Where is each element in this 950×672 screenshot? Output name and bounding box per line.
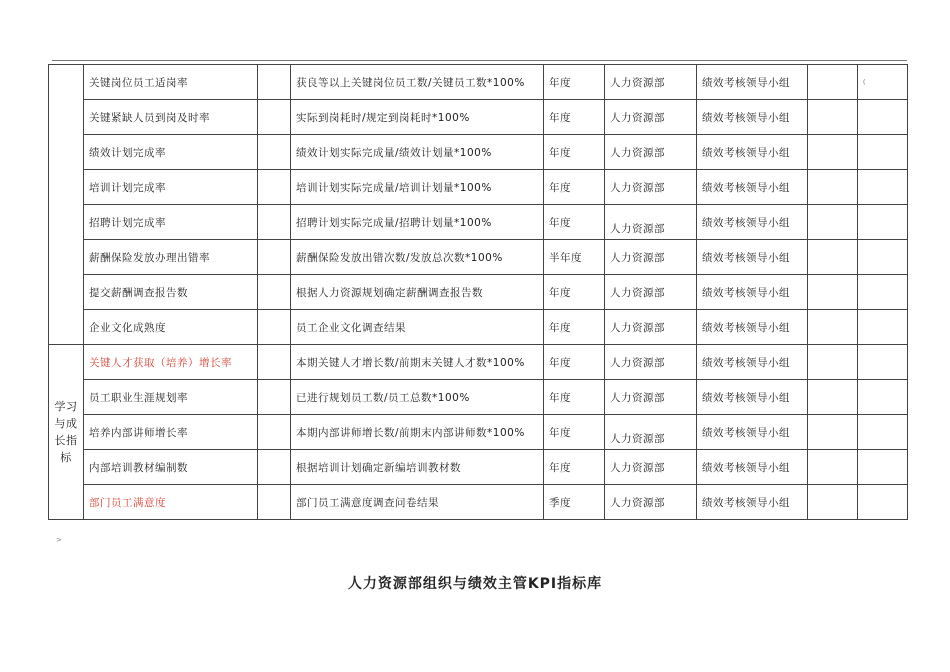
kpi-dept-text: 人力资源部 bbox=[610, 286, 665, 299]
kpi-evaluator: 绩效考核领导小组 bbox=[697, 415, 808, 450]
kpi-dept bbox=[605, 310, 697, 345]
empty-cell bbox=[808, 485, 858, 520]
dept-spacer bbox=[610, 209, 691, 221]
kpi-evaluator: 绩效考核领导小组 bbox=[697, 485, 808, 520]
kpi-formula: 根据人力资源规划确定薪酬调查报告数 bbox=[291, 275, 544, 310]
empty-cell bbox=[258, 450, 291, 485]
kpi-name: 提交薪酬调查报告数 bbox=[84, 275, 258, 310]
kpi-period: 半年度 bbox=[544, 240, 605, 275]
kpi-evaluator: 绩效考核领导小组 bbox=[697, 100, 808, 135]
table-row bbox=[49, 310, 908, 345]
kpi-formula: 已进行规划员工数/员工总数*100% bbox=[291, 380, 544, 415]
empty-cell bbox=[858, 450, 908, 485]
empty-cell bbox=[858, 135, 908, 170]
kpi-dept-text: 人力资源部 bbox=[610, 181, 665, 194]
kpi-dept-text: 人力资源部 bbox=[610, 222, 665, 235]
empty-cell bbox=[808, 450, 858, 485]
table-row bbox=[49, 380, 908, 415]
kpi-formula: 薪酬保险发放出错次数/发放总次数*100% bbox=[291, 240, 544, 275]
empty-cell bbox=[858, 485, 908, 520]
kpi-table bbox=[48, 64, 908, 520]
table-row bbox=[49, 450, 908, 485]
kpi-dept bbox=[605, 345, 697, 380]
kpi-period: 季度 bbox=[544, 485, 605, 520]
empty-cell bbox=[258, 240, 291, 275]
kpi-dept-text: 人力资源部 bbox=[610, 251, 665, 264]
kpi-period: 年度 bbox=[544, 170, 605, 205]
footnote-mark: > bbox=[56, 536, 62, 544]
kpi-formula: 培训计划实际完成量/培训计划量*100% bbox=[291, 170, 544, 205]
dimension-cell: 学习 与成 长指 标 bbox=[49, 345, 84, 520]
kpi-dept bbox=[605, 100, 697, 135]
empty-cell bbox=[258, 205, 291, 240]
kpi-dept-text: 人力资源部 bbox=[610, 496, 665, 509]
kpi-period: 年度 bbox=[544, 65, 605, 100]
kpi-name: 招聘计划完成率 bbox=[84, 205, 258, 240]
kpi-dept-text: 人力资源部 bbox=[610, 146, 665, 159]
kpi-name: 关键岗位员工适岗率 bbox=[84, 65, 258, 100]
kpi-evaluator: 绩效考核领导小组 bbox=[697, 65, 808, 100]
empty-cell bbox=[808, 135, 858, 170]
kpi-dept-text: 人力资源部 bbox=[610, 432, 665, 445]
kpi-formula: 根据培训计划确定新编培训教材数 bbox=[291, 450, 544, 485]
empty-cell bbox=[258, 100, 291, 135]
empty-cell bbox=[808, 205, 858, 240]
table-row bbox=[49, 485, 908, 520]
kpi-evaluator: 绩效考核领导小组 bbox=[697, 450, 808, 485]
empty-cell bbox=[858, 240, 908, 275]
empty-cell bbox=[808, 170, 858, 205]
kpi-period: 年度 bbox=[544, 345, 605, 380]
kpi-period: 年度 bbox=[544, 310, 605, 345]
empty-cell bbox=[808, 380, 858, 415]
kpi-period: 年度 bbox=[544, 100, 605, 135]
kpi-evaluator: 绩效考核领导小组 bbox=[697, 345, 808, 380]
empty-cell bbox=[808, 240, 858, 275]
kpi-dept bbox=[605, 65, 697, 100]
kpi-name: 绩效计划完成率 bbox=[84, 135, 258, 170]
kpi-name: 部门员工满意度 bbox=[84, 485, 258, 520]
table-row bbox=[49, 205, 908, 240]
empty-cell bbox=[258, 310, 291, 345]
kpi-dept bbox=[605, 450, 697, 485]
kpi-dept bbox=[605, 275, 697, 310]
kpi-dept bbox=[605, 135, 697, 170]
empty-cell bbox=[258, 135, 291, 170]
empty-cell bbox=[858, 345, 908, 380]
kpi-evaluator: 绩效考核领导小组 bbox=[697, 240, 808, 275]
empty-cell bbox=[808, 65, 858, 100]
kpi-period: 年度 bbox=[544, 205, 605, 240]
kpi-period: 年度 bbox=[544, 135, 605, 170]
empty-cell bbox=[258, 275, 291, 310]
empty-cell bbox=[858, 170, 908, 205]
kpi-name: 培训计划完成率 bbox=[84, 170, 258, 205]
empty-cell bbox=[808, 100, 858, 135]
kpi-evaluator: 绩效考核领导小组 bbox=[697, 310, 808, 345]
kpi-evaluator: 绩效考核领导小组 bbox=[697, 135, 808, 170]
empty-cell bbox=[808, 345, 858, 380]
empty-cell bbox=[258, 170, 291, 205]
top-rule bbox=[52, 60, 907, 61]
kpi-evaluator: 绩效考核领导小组 bbox=[697, 275, 808, 310]
table-row bbox=[49, 135, 908, 170]
empty-cell bbox=[808, 415, 858, 450]
table-row bbox=[49, 240, 908, 275]
empty-cell bbox=[858, 415, 908, 450]
kpi-dept bbox=[605, 170, 697, 205]
kpi-dept bbox=[605, 205, 697, 240]
empty-cell bbox=[258, 415, 291, 450]
document-title: 人力资源部组织与绩效主管KPI指标库 bbox=[347, 576, 603, 592]
kpi-evaluator: 绩效考核领导小组 bbox=[697, 380, 808, 415]
kpi-formula: 获良等以上关键岗位员工数/关键员工数*100% bbox=[291, 65, 544, 100]
empty-cell bbox=[258, 485, 291, 520]
kpi-name: 企业文化成熟度 bbox=[84, 310, 258, 345]
kpi-period: 年度 bbox=[544, 275, 605, 310]
kpi-name: 关键人才获取（培养）增长率 bbox=[84, 345, 258, 380]
empty-cell bbox=[258, 345, 291, 380]
kpi-name: 内部培训教材编制数 bbox=[84, 450, 258, 485]
kpi-evaluator: 绩效考核领导小组 bbox=[697, 170, 808, 205]
table-row bbox=[49, 415, 908, 450]
kpi-dept bbox=[605, 240, 697, 275]
kpi-formula: 员工企业文化调查结果 bbox=[291, 310, 544, 345]
dimension-cell-blank bbox=[49, 65, 84, 345]
empty-cell bbox=[858, 380, 908, 415]
kpi-dept-text: 人力资源部 bbox=[610, 356, 665, 369]
kpi-dept bbox=[605, 415, 697, 450]
kpi-dept-text: 人力资源部 bbox=[610, 111, 665, 124]
empty-cell bbox=[858, 100, 908, 135]
empty-cell bbox=[858, 275, 908, 310]
kpi-period: 年度 bbox=[544, 380, 605, 415]
kpi-dept bbox=[605, 485, 697, 520]
kpi-name: 关键紧缺人员到岗及时率 bbox=[84, 100, 258, 135]
empty-cell: ( bbox=[858, 65, 908, 100]
empty-cell bbox=[808, 275, 858, 310]
kpi-name: 薪酬保险发放办理出错率 bbox=[84, 240, 258, 275]
kpi-dept-text: 人力资源部 bbox=[610, 391, 665, 404]
table-row bbox=[49, 275, 908, 310]
kpi-period: 年度 bbox=[544, 415, 605, 450]
kpi-formula: 实际到岗耗时/规定到岗耗时*100% bbox=[291, 100, 544, 135]
empty-cell bbox=[258, 380, 291, 415]
empty-cell bbox=[858, 310, 908, 345]
kpi-dept-text: 人力资源部 bbox=[610, 461, 665, 474]
kpi-table-body bbox=[49, 65, 908, 520]
kpi-name: 培养内部讲师增长率 bbox=[84, 415, 258, 450]
kpi-formula: 本期关键人才增长数/前期末关键人才数*100% bbox=[291, 345, 544, 380]
empty-cell bbox=[808, 310, 858, 345]
kpi-name: 员工职业生涯规划率 bbox=[84, 380, 258, 415]
table-row bbox=[49, 170, 908, 205]
table-row bbox=[49, 345, 908, 380]
kpi-period: 年度 bbox=[544, 450, 605, 485]
empty-cell bbox=[258, 65, 291, 100]
kpi-formula: 绩效计划实际完成量/绩效计划量*100% bbox=[291, 135, 544, 170]
kpi-dept-text: 人力资源部 bbox=[610, 76, 665, 89]
empty-cell bbox=[858, 205, 908, 240]
kpi-formula: 部门员工满意度调查问卷结果 bbox=[291, 485, 544, 520]
kpi-formula: 招聘计划实际完成量/招聘计划量*100% bbox=[291, 205, 544, 240]
kpi-formula: 本期内部讲师增长数/前期末内部讲师数*100% bbox=[291, 415, 544, 450]
kpi-dept-text: 人力资源部 bbox=[610, 321, 665, 334]
table-row bbox=[49, 100, 908, 135]
kpi-dept bbox=[605, 380, 697, 415]
table-row bbox=[49, 65, 908, 100]
kpi-evaluator: 绩效考核领导小组 bbox=[697, 205, 808, 240]
dept-spacer bbox=[610, 419, 691, 431]
